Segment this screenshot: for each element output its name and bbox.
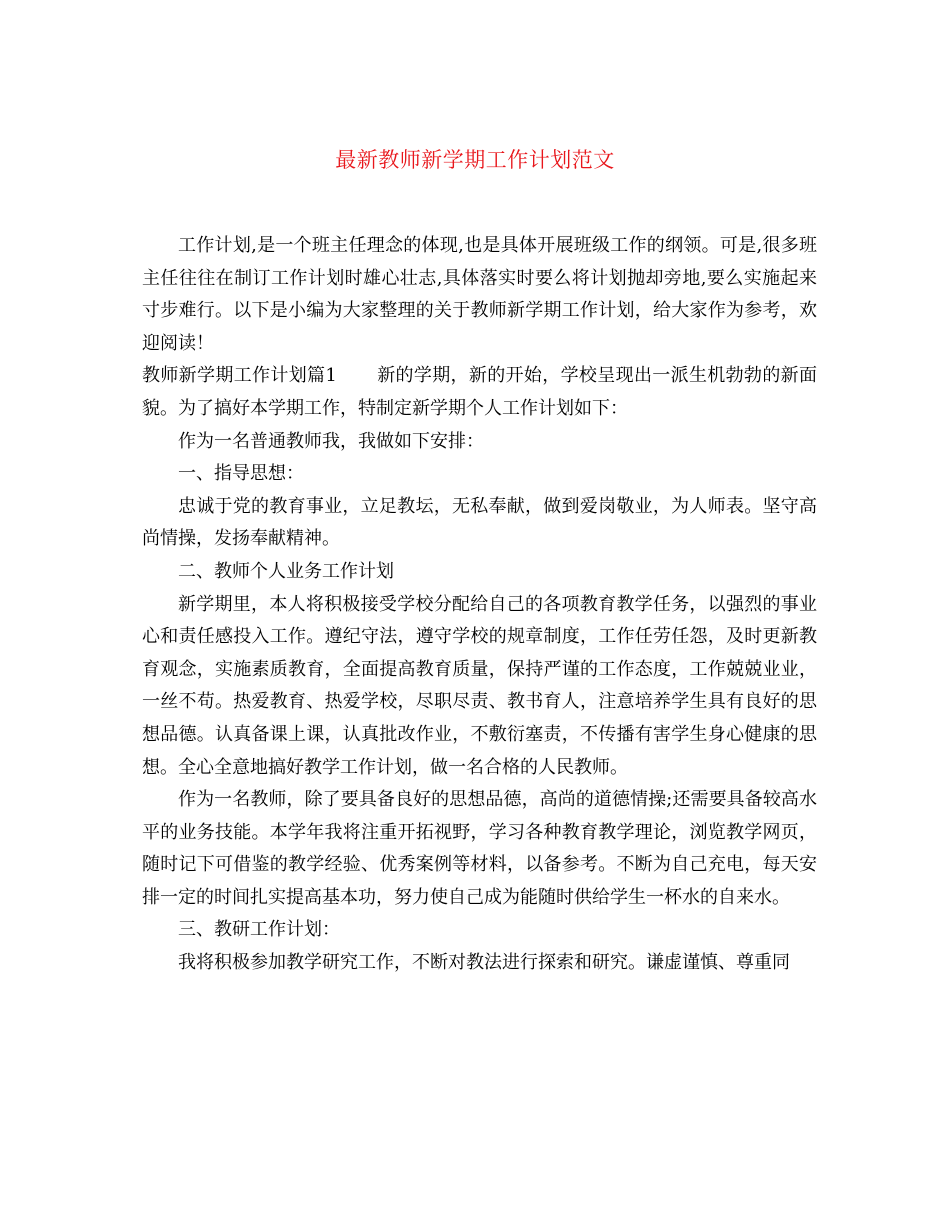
paragraph-section-label (142, 360, 817, 425)
heading-business-plan: 二、教师个人业务工作计划 (178, 560, 394, 582)
section-label: 教师新学期工作计划篇1 (142, 365, 337, 387)
heading-guiding-thought: 一、指导思想： (178, 463, 304, 485)
paragraph-research-plan: 我将积极参加教学研究工作，不断对教法进行探索和研究。谦虚谨慎、尊重同 (178, 952, 790, 974)
heading-research-plan: 三、教研工作计划： (178, 919, 340, 941)
paragraph-intro: 工作计划,是一个班主任理念的体现,也是具体开展班级工作的纲领。可是,很多班主任往往在制订工作计划时雄心壮志,具体落实时要么将计划抛却旁地,要么实施起来寸步难行。以下是小编为大家整理的关于教师新学期工作计划，给大家作为参考，欢迎阅读！ (142, 235, 817, 354)
paragraph-guiding-thought: 忠诚于党的教育事业，立足教坛，无私奉献，做到爱岗敬业，为人师表。坚守高尚情操，发扬奉献精神。 (142, 495, 817, 550)
paragraph-arrangement: 作为一名普通教师我，我做如下安排： (178, 430, 484, 452)
document-body (142, 230, 817, 980)
section-intro-text: 新的学期，新的开始，学校呈现出一派生机勃勃的新面貌。为了搞好本学期工作，特制定新学期个人工作计划如下： (142, 365, 818, 419)
paragraph-business-plan-1: 新学期里，本人将积极接受学校分配给自己的各项教育教学任务，以强烈的事业心和责任感投入工作。遵纪守法，遵守学校的规章制度，工作任劳任怨，及时更新教育观念，实施素质教育，全面提高教育质量，保持严谨的工作态度，工作兢兢业业，一丝不苟。热爱教育、热爱学校，尽职尽责、教书育人，注意培养学生具有良好的思想品德。认真备课上课，认真批改作业，不敷衍塞责，不传播有害学生身心健康的思想。全心全意地搞好教学工作计划，做一名合格的人民教师。 (142, 593, 817, 778)
paragraph-business-plan-2: 作为一名教师，除了要具备良好的思想品德，高尚的道德情操;还需要具备较高水平的业务技能。本学年我将注重开拓视野，学习各种教育教学理论，浏览教学网页，随时记下可借鉴的教学经验、优秀案例等材料，以备参考。不断为自己充电，每天安排一定的时间扎实提高基本功，努力使自己成为能随时供给学生一杯水的自来水。 (142, 789, 817, 908)
document-title: 最新教师新学期工作计划范文 (335, 148, 615, 172)
